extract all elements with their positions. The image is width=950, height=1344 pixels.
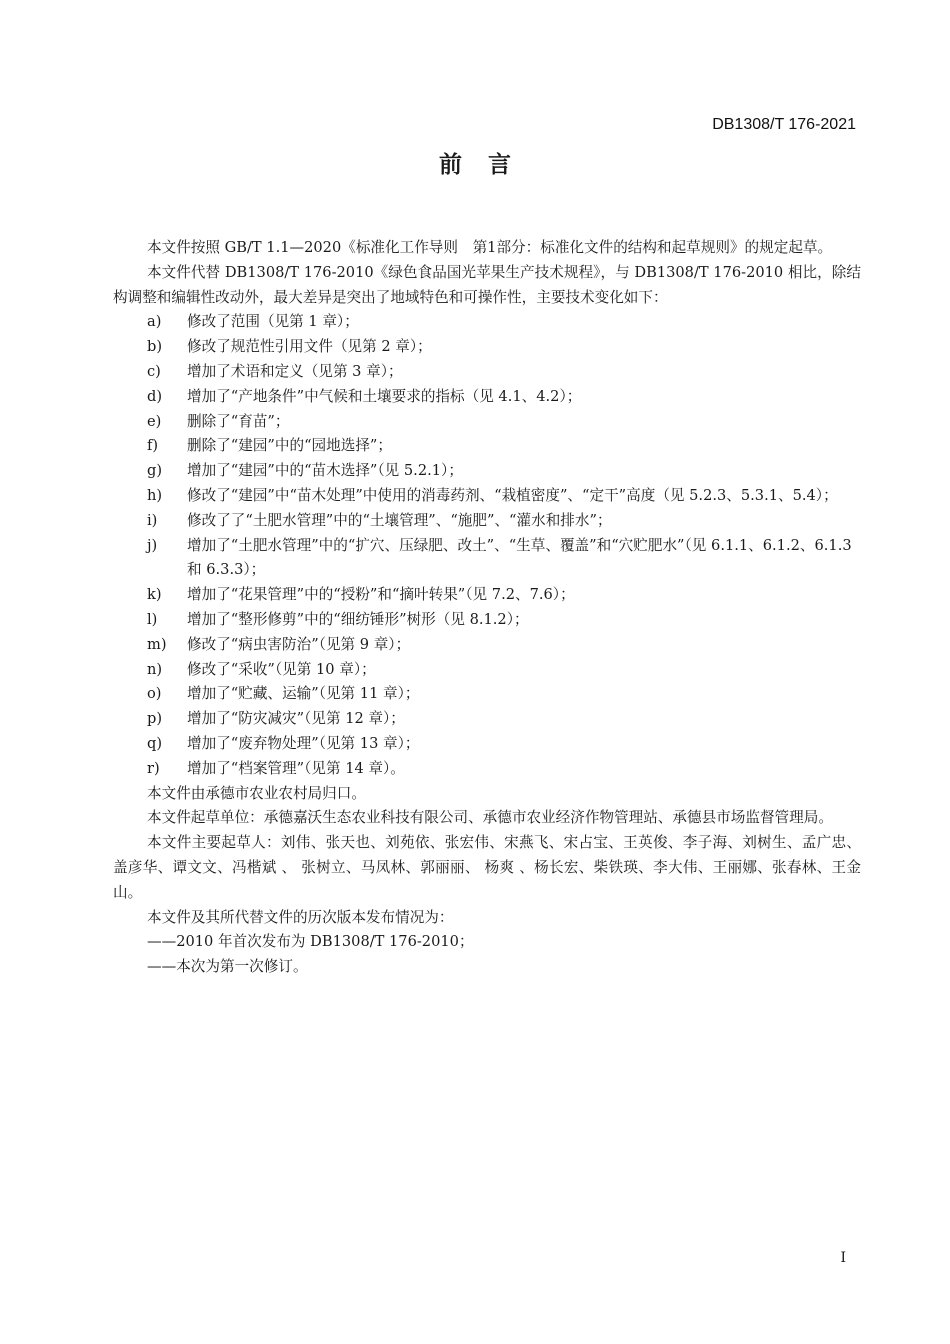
list-item [147, 732, 861, 757]
list-item [147, 385, 861, 410]
list-text: 增加了“土肥水管理”中的“扩穴、压绿肥、改土”、“生草、覆盖”和“穴贮肥水”（见 6.1.1、6.1.2、6.1.3 和 6.3.3）； [187, 536, 852, 579]
list-text: 增加了“建园”中的“苗木选择”（见 5.2.1）； [187, 462, 463, 480]
page-title [0, 146, 950, 179]
list-text: 增加了“贮藏、运输”（见第 11 章）； [187, 685, 420, 703]
list-marker: d) [147, 387, 163, 405]
list-marker: b) [147, 338, 163, 356]
list-marker: g) [147, 462, 163, 480]
list-marker: j) [147, 536, 158, 554]
list-item [147, 434, 861, 459]
list-marker: i) [147, 511, 158, 529]
changes-list [113, 310, 861, 781]
foreword-body [113, 236, 861, 980]
paragraph-replacement: 本文件代替 DB1308/T 176-2010《绿色食品国光苹果生产技术规程》，与 DB1308/T 176-2010 相比，除结构调整和编辑性改动外，最大差异是突出了地域特色和可操作性，主要技术变化如下： [113, 263, 861, 306]
list-text: 修改了“采收”（见第 10 章）； [187, 660, 376, 678]
list-text: 修改了了“土肥水管理”中的“土壤管理”、“施肥”、“灌水和排水”； [187, 511, 612, 529]
list-item [147, 509, 861, 534]
list-item [147, 707, 861, 732]
history-item-revision: ——本次为第一次修订。 [147, 958, 308, 976]
history-item-first: ——2010 年首次发布为 DB1308/T 176-2010； [147, 933, 474, 951]
list-text: 修改了规范性引用文件（见第 2 章）； [187, 338, 432, 356]
document-code: DB1308/T 176-2021 [712, 116, 856, 133]
list-item [147, 484, 861, 509]
list-text: 增加了“档案管理”（见第 14 章）。 [187, 759, 405, 777]
list-marker: r) [147, 759, 160, 777]
list-text: 增加了“防灾减灾”（见第 12 章）； [187, 710, 405, 728]
list-marker: h) [147, 486, 163, 504]
list-item [147, 310, 861, 335]
list-marker: c) [147, 362, 161, 380]
title-char-2: 言 [488, 152, 511, 178]
title-char-1: 前 [439, 152, 462, 178]
list-marker: l) [147, 610, 158, 628]
list-marker: o) [147, 685, 162, 703]
list-item [147, 608, 861, 633]
paragraph-drafting-units: 本文件起草单位：承德嘉沃生态农业科技有限公司、承德市农业经济作物管理站、承德县市场监督管理局。 [147, 809, 833, 827]
list-item [147, 682, 861, 707]
list-text: 增加了“花果管理”中的“授粉”和“摘叶转果”（见 7.2、7.6）； [187, 586, 575, 604]
list-text: 修改了范围（见第 1 章）； [187, 313, 359, 331]
list-text: 删除了“建园”中的“园地选择”； [187, 437, 392, 455]
list-item [147, 534, 861, 584]
list-item [147, 633, 861, 658]
list-text: 修改了“建园”中“苗木处理”中使用的消毒药剂、“栽植密度”、“定干”高度（见 5.2.3、5.3.1、5.4）； [187, 486, 838, 504]
list-text: 增加了“整形修剪”中的“细纺锤形”树形（见 8.1.2）； [187, 610, 529, 628]
list-item [147, 459, 861, 484]
paragraph-version-history: 本文件及其所代替文件的历次版本发布情况为： [147, 908, 454, 926]
list-item [147, 658, 861, 683]
list-marker: m) [147, 635, 167, 653]
list-marker: k) [147, 586, 162, 604]
page-number: I [840, 1250, 846, 1266]
list-text: 删除了“育苗”； [187, 412, 290, 430]
paragraph-drafting-rules: 本文件按照 GB/T 1.1—2020《标准化工作导则 第1部分：标准化文件的结构和起草规则》的规定起草。 [147, 239, 833, 256]
list-item [147, 360, 861, 385]
list-marker: e) [147, 412, 162, 430]
list-text: 修改了“病虫害防治”（见第 9 章）； [187, 635, 411, 653]
list-item [147, 335, 861, 360]
list-item [147, 583, 861, 608]
list-marker: p) [147, 710, 163, 728]
paragraph-drafters: 本文件主要起草人：刘伟、张天也、刘苑依、张宏伟、宋燕飞、宋占宝、王英俊、李子海、刘树生、孟广忠、盖彦华、谭文文、冯楷斌 、 张树立、马凤林、郭丽丽、 杨爽 、杨长宏、柴铁瑛、李大伟、王丽娜、张春林、王金山。 [113, 834, 861, 901]
list-item [147, 410, 861, 435]
list-text: 增加了“产地条件”中气候和土壤要求的指标（见 4.1、4.2）； [187, 387, 582, 405]
list-text: 增加了“废弃物处理”（见第 13 章）； [187, 734, 420, 752]
list-marker: f) [147, 437, 159, 455]
list-marker: q) [147, 734, 163, 752]
list-text: 增加了术语和定义（见第 3 章）； [187, 362, 403, 380]
list-marker: a) [147, 313, 162, 331]
list-marker: n) [147, 660, 163, 678]
paragraph-responsible-body: 本文件由承德市农业农村局归口。 [147, 784, 366, 802]
list-item [147, 757, 861, 782]
